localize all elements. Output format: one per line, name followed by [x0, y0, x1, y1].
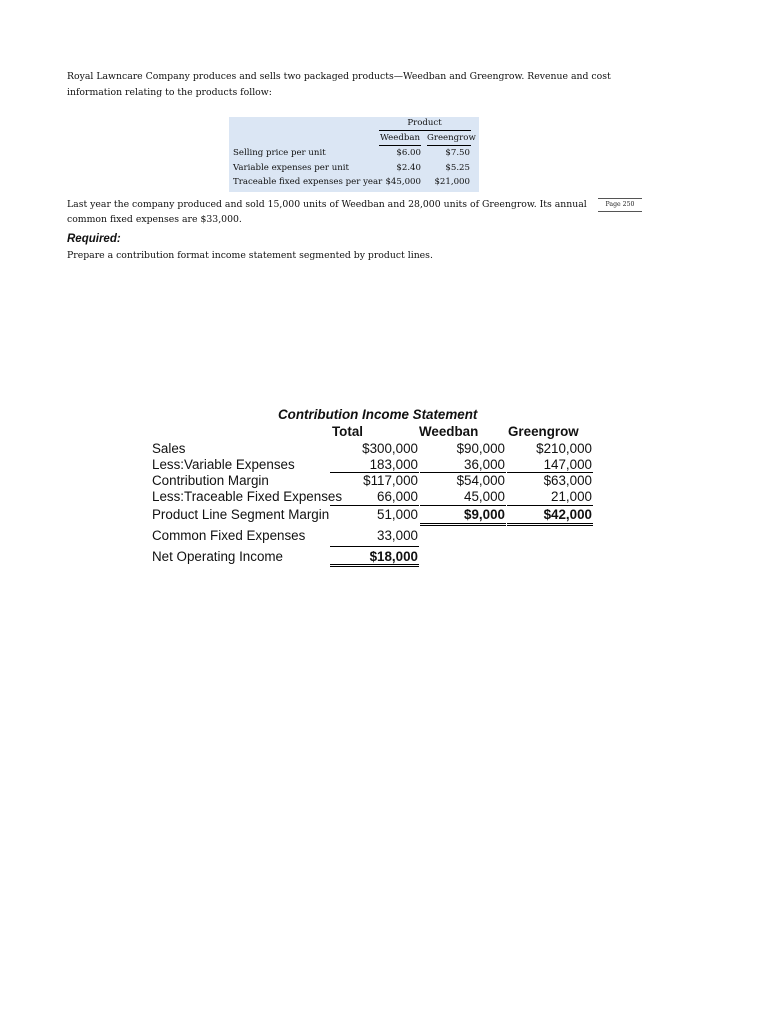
- total-common-fixed-expenses: 33,000: [377, 528, 418, 543]
- label-contribution-margin: Contribution Margin: [152, 473, 269, 488]
- total-net-operating-income: $18,000: [369, 549, 418, 564]
- greengrow-variable-expenses-stmt: 147,000: [543, 457, 592, 472]
- required-text: Prepare a contribution format income statement segmented by product lines.: [67, 250, 433, 261]
- total-segment-rule: [330, 505, 419, 506]
- greengrow-variable-expenses: $5.25: [445, 163, 470, 173]
- statement-title: Contribution Income Statement: [278, 407, 478, 422]
- label-common-fixed-expenses: Common Fixed Expenses: [152, 528, 306, 543]
- weedban-contribution-margin: $54,000: [456, 473, 505, 488]
- product-col-weedban: Weedban: [380, 133, 420, 143]
- label-variable-expenses: Less:Variable Expenses: [152, 457, 295, 472]
- weedban-segment-rule: [420, 505, 506, 506]
- greengrow-double-rule-top: [507, 523, 593, 524]
- weedban-variable-expenses-stmt: 36,000: [464, 457, 505, 472]
- label-net-operating-income: Net Operating Income: [152, 549, 283, 564]
- col-header-greengrow: Greengrow: [508, 424, 579, 439]
- greengrow-double-rule-bottom: [507, 525, 593, 526]
- weedban-sales: $90,000: [456, 441, 505, 456]
- column-rule-greengrow: [427, 145, 471, 146]
- row-label-variable-expenses: Variable expenses per unit: [233, 163, 349, 173]
- product-group-header: Product: [407, 118, 442, 128]
- total-segment-margin: 51,000: [377, 507, 418, 522]
- weedban-variable-expenses: $2.40: [396, 163, 421, 173]
- net-income-top-rule: [330, 546, 419, 547]
- last-year-paragraph: Last year the company produced and sold 15,000 units of Weedban and 28,000 units of Greengrow. Its annual common fixed expenses are $33,000.: [67, 199, 587, 225]
- greengrow-traceable-fixed: $21,000: [434, 177, 470, 187]
- column-rule-weedban: [379, 145, 421, 146]
- total-traceable-fixed-expenses: 66,000: [377, 489, 418, 504]
- net-income-double-rule-top: [330, 564, 419, 565]
- label-sales: Sales: [152, 441, 186, 456]
- intro-paragraph: Royal Lawncare Company produces and sells two packaged products—Weedban and Greengrow. Revenue and cost information relating to the products follow:: [67, 71, 611, 98]
- weedban-selling-price: $6.00: [396, 148, 421, 158]
- weedban-double-rule-bottom: [420, 525, 506, 526]
- product-header-rule: [379, 130, 471, 131]
- col-header-weedban: Weedban: [419, 424, 479, 439]
- row-label-traceable-fixed: Traceable fixed expenses per year: [233, 177, 383, 187]
- weedban-traceable-fixed: $45,000: [385, 177, 421, 187]
- label-segment-margin: Product Line Segment Margin: [152, 507, 330, 522]
- greengrow-segment-margin: $42,000: [543, 507, 592, 522]
- net-income-double-rule-bottom: [330, 566, 419, 567]
- weedban-segment-margin: $9,000: [464, 507, 505, 522]
- label-traceable-fixed-expenses: Less:Traceable Fixed Expenses: [152, 489, 343, 504]
- required-heading: Required:: [67, 233, 121, 245]
- greengrow-selling-price: $7.50: [445, 148, 470, 158]
- greengrow-traceable-fixed-expenses: 21,000: [551, 489, 592, 504]
- greengrow-contribution-margin: $63,000: [543, 473, 592, 488]
- total-sales: $300,000: [362, 441, 418, 456]
- product-col-greengrow: Greengrow: [427, 133, 476, 143]
- weedban-traceable-fixed-expenses: 45,000: [464, 489, 505, 504]
- row-label-selling-price: Selling price per unit: [233, 148, 326, 158]
- page-reference: Page 250: [598, 198, 642, 212]
- weedban-double-rule-top: [420, 523, 506, 524]
- product-info-table: [229, 117, 479, 192]
- greengrow-sales: $210,000: [536, 441, 592, 456]
- total-contribution-margin: $117,000: [363, 473, 418, 488]
- greengrow-segment-rule: [507, 505, 593, 506]
- total-variable-expenses: 183,000: [369, 457, 418, 472]
- col-header-total: Total: [332, 424, 363, 439]
